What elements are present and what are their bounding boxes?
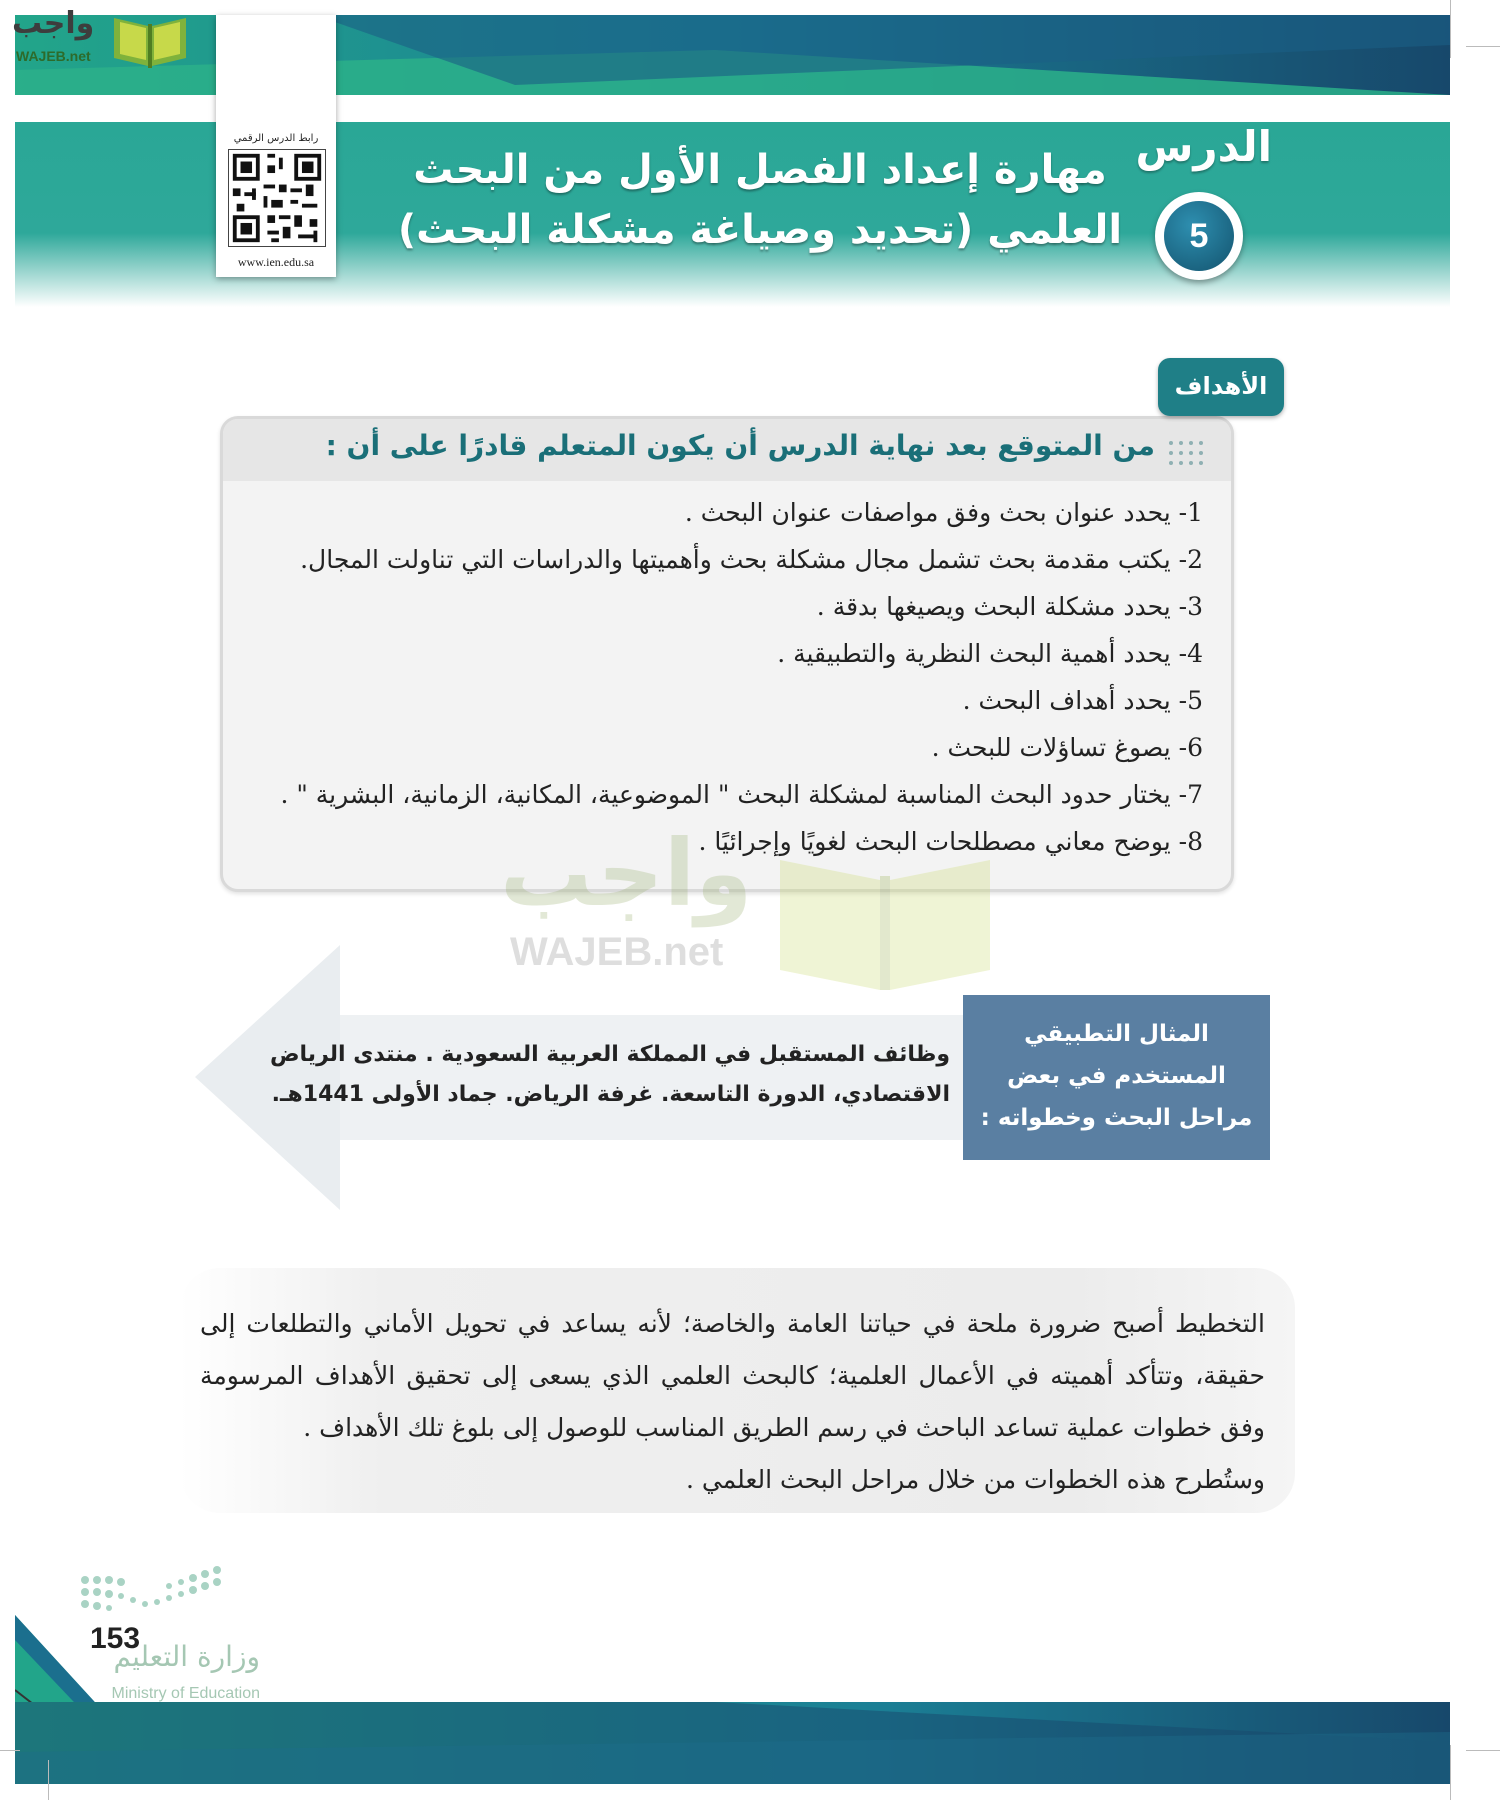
qr-caption: رابط الدرس الرقمي — [233, 133, 319, 144]
objectives-tab: الأهداف — [1158, 358, 1284, 416]
footer-band — [15, 1702, 1450, 1784]
objective-item: 2- يكتب مقدمة بحث تشمل مجال مشكلة بحث وأهميتها والدراسات التي تناولت المجال. — [300, 545, 1203, 574]
lesson-title-line1: مهارة إعداد الفصل الأول من البحث — [413, 147, 1107, 193]
crop-mark — [1466, 46, 1500, 47]
crop-mark — [48, 1760, 49, 1800]
logo-text-arabic: واجب — [12, 6, 95, 41]
crop-mark — [1450, 0, 1451, 58]
objectives-list — [253, 489, 1203, 865]
example-label-line2: المستخدم في بعض — [1007, 1063, 1226, 1089]
crop-mark — [1450, 1745, 1451, 1800]
logo-text-english: WAJEB.net — [16, 48, 91, 64]
intro-paragraph-closing: وستُطرح هذه الخطوات من خلال مراحل البحث العلمي . — [686, 1465, 1265, 1494]
dots-icon — [1167, 439, 1203, 467]
example-reference-line1: وظائف المستقبل في المملكة العربية السعودية . منتدى الرياض — [269, 1042, 950, 1067]
objectives-header — [223, 419, 1231, 481]
intro-paragraph-card — [180, 1268, 1295, 1513]
objective-item: 1- يحدد عنوان بحث وفق مواصفات عنوان البحث . — [684, 498, 1203, 527]
example-reference — [255, 1035, 950, 1115]
qr-card[interactable] — [216, 15, 336, 277]
example-label-line1: المثال التطبيقي — [1024, 1021, 1209, 1047]
lesson-title-line2: العلمي (تحديد وصياغة مشكلة البحث) — [397, 207, 1123, 253]
ministry-name-english: Ministry of Education — [111, 1685, 260, 1702]
qr-code-icon[interactable] — [228, 149, 326, 247]
crop-mark — [1466, 1750, 1500, 1751]
objective-item: 5- يحدد أهداف البحث . — [962, 686, 1203, 715]
objectives-intro: من المتوقع بعد نهاية الدرس أن يكون المتعلم قادرًا على أن : — [325, 429, 1155, 462]
lesson-number-badge — [1155, 192, 1243, 280]
objective-item: 4- يحدد أهمية البحث النظرية والتطبيقية . — [777, 639, 1203, 668]
ministry-name-arabic: وزارة التعليم — [113, 1640, 260, 1673]
crop-mark — [0, 1750, 20, 1751]
wajeb-logo[interactable] — [8, 8, 188, 68]
lesson-number: 5 — [1164, 201, 1234, 271]
lesson-title — [380, 140, 1140, 260]
objective-item: 6- يصوغ تساؤلات للبحث . — [931, 733, 1203, 762]
page-number: 153 — [90, 1622, 141, 1655]
objective-item: 7- يختار حدود البحث المناسبة لمشكلة البحث " الموضوعية، المكانية، الزمانية، البشرية " . — [280, 780, 1203, 809]
objective-item: 8- يوضح معاني مصطلحات البحث لغويًا وإجرائيًا . — [698, 827, 1203, 856]
qr-url[interactable]: www.ien.edu.sa — [237, 255, 315, 269]
example-reference-line2: الاقتصادي، الدورة التاسعة. غرفة الرياض. جماد الأولى 1441هـ. — [271, 1082, 950, 1107]
watermark-english: WAJEB.net — [510, 930, 724, 974]
objective-item: 3- يحدد مشكلة البحث ويصيغها بدقة . — [816, 592, 1203, 621]
book-icon — [108, 8, 192, 70]
example-label-box — [963, 995, 1270, 1160]
intro-paragraph: التخطيط أصبح ضرورة ملحة في حياتنا العامة والخاصة؛ لأنه يساعد في تحويل الأماني والتطلعات إلى حقيقة، وتتأكد أهميته في الأعمال العلمية؛ كالبحث العلمي الذي يسعى إلى تحقيق الأهداف المرسومة وفق خطوات عملية تساعد الباحث في رسم الطريق المناسب للوصول إلى بلوغ تلك الأهداف . — [200, 1309, 1265, 1442]
watermark-arabic: واجب — [500, 820, 753, 927]
lesson-label: الدرس — [1135, 122, 1272, 171]
example-label-line3: مراحل البحث وخطواته : — [980, 1105, 1253, 1131]
